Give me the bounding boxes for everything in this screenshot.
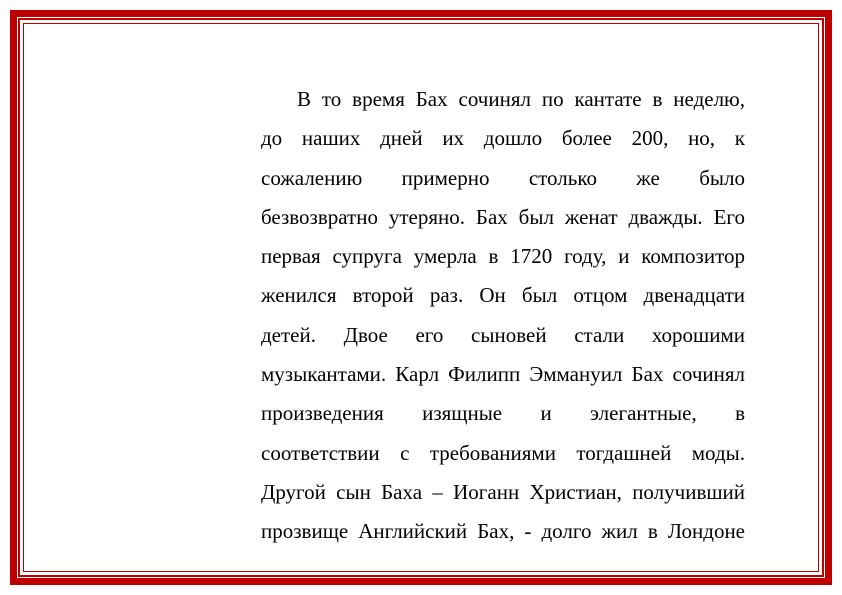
text-line: первая супруга умерла в 1720 году, и композитор <box>261 244 745 269</box>
text-line: прозвище Английский Бах, - долго жил в Лондоне <box>261 519 745 544</box>
text-line: женился второй раз. Он был отцом двенадцати <box>261 283 745 308</box>
text-line: безвозвратно утеряно. Бах был женат дважды. Его <box>261 204 745 229</box>
text-line: Другой сын Баха – Иоганн Христиан, получивший <box>261 479 745 504</box>
body-paragraph <box>261 80 745 552</box>
text-line: детей. Двое его сыновей стали хорошими <box>261 322 745 347</box>
text-line: произведения изящные и элегантные, в <box>261 401 745 426</box>
text-line: сожалению примерно столько же было <box>261 165 745 190</box>
text-line: В то время Бах сочинял по кантате в неделю, <box>297 87 745 111</box>
text-line: музыкантами. Карл Филипп Эммануил Бах сочинял <box>261 362 745 387</box>
text-line: до наших дней их дошло более 200, но, к <box>261 126 745 151</box>
text-line: соответствии с требованиями тогдашней моды. <box>261 440 745 465</box>
